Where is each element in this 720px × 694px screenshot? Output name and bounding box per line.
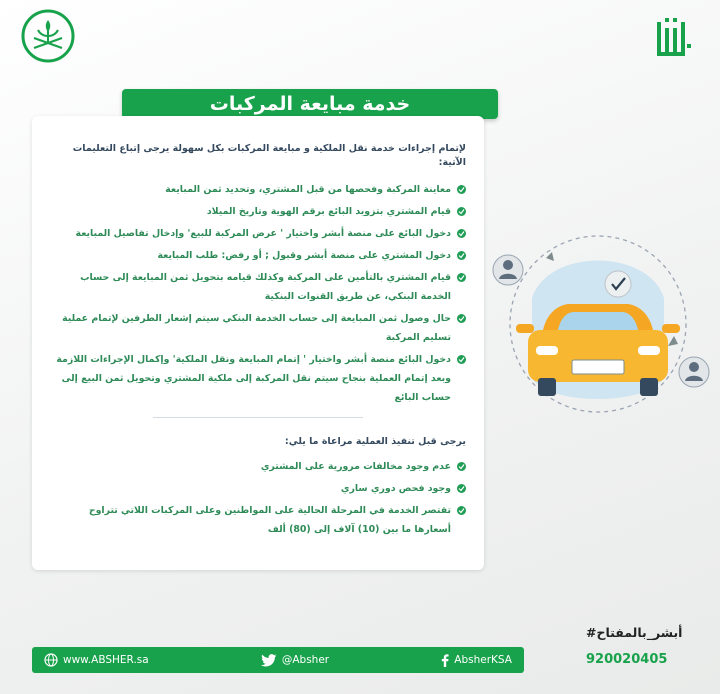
- note-text: تقتصر الخدمة في المرحلة الحالية على المواطنين وعلى المركبات اللاتي تتراوح أسعارها ما بين (10) آلاف إلى (80) ألف: [88, 505, 451, 535]
- cycle-arrow-icon: [668, 336, 678, 346]
- note-text: وجود فحص دوري ساري: [340, 483, 451, 494]
- website-text: www.ABSHER.sa: [63, 654, 149, 666]
- steps-list: [50, 180, 466, 407]
- check-bullet-icon: [457, 484, 466, 493]
- pre-note-text: يرجى قبل تنفيذ العملية مراعاة ما يلي:: [284, 436, 466, 447]
- check-bullet-icon: [457, 314, 466, 323]
- check-bullet-icon: [457, 207, 466, 216]
- check-bullet-icon: [457, 185, 466, 194]
- twitter-link[interactable]: [261, 654, 329, 667]
- note-text: عدم وجود مخالفات مرورية على المشتري: [260, 461, 451, 472]
- step-text: حال وصول ثمن المبايعة إلى حساب الخدمة البنكي سيتم إشعار الطرفين لإتمام عملية تسليم المركبة: [62, 313, 451, 343]
- check-bullet-icon: [457, 355, 466, 364]
- step-text: معاينة المركبة وفحصها من قبل المشتري، وتحديد ثمن المبايعة: [165, 184, 451, 195]
- step-text: دخول المشتري على منصة أبشر وقبول ; أو رفض: طلب المبايعة: [157, 250, 451, 261]
- list-item: [50, 180, 466, 199]
- check-bullet-icon: [457, 273, 466, 282]
- hashtag-text: #أبشر_بالمفتاح: [586, 625, 683, 640]
- absher-logo-icon: [655, 14, 695, 62]
- saudi-emblem-icon: [20, 8, 76, 64]
- twitter-icon: [261, 654, 277, 667]
- notes-list: [50, 457, 466, 539]
- list-item: [50, 246, 466, 265]
- globe-icon: [44, 653, 58, 667]
- facebook-handle: AbsherKSA: [454, 654, 512, 666]
- cycle-arrow-icon: [546, 252, 554, 261]
- instruction-card: [32, 116, 484, 570]
- website-link[interactable]: [44, 653, 149, 667]
- check-bullet-icon: [457, 462, 466, 471]
- list-item: [50, 268, 466, 306]
- car-transfer-illustration: [488, 228, 714, 420]
- list-item: [50, 479, 466, 498]
- list-item: [50, 501, 466, 539]
- step-text: قيام المشتري بالتأمين على المركبة وكذلك قيامه بتحويل ثمن المبايعة إلى حساب الخدمة البنكي، عن طريق القنوات البنكية: [80, 272, 451, 302]
- check-bullet-icon: [457, 229, 466, 238]
- phone-number: 920020405: [586, 652, 668, 667]
- seller-user-icon: [493, 255, 523, 285]
- list-item: [50, 350, 466, 407]
- list-item: [50, 224, 466, 243]
- step-text: دخول البائع منصة أبشر واختيار ' إتمام المبايعة ونقل الملكية' وإكمال الإجراءات اللازمة وبعد إتمام العملية بنجاح سيتم نقل المركبة إلى ملكية المشتري وتحويل ثمن البيع إلى حساب البائع: [56, 354, 451, 403]
- step-text: قيام المشتري بتزويد البائع برقم الهوية وتاريخ الميلاد: [206, 206, 451, 217]
- page-title: خدمة مبايعة المركبات: [122, 89, 498, 119]
- list-item: [50, 457, 466, 476]
- step-text: دخول البائع على منصة أبشر واختيار ' عرض المركبة للبيع' وإدخال تفاصيل المبايعة: [75, 228, 451, 239]
- check-bullet-icon: [457, 251, 466, 260]
- twitter-handle: @Absher: [281, 654, 330, 666]
- buyer-user-icon: [679, 357, 709, 387]
- footer-bar: [32, 647, 524, 673]
- check-bullet-icon: [457, 506, 466, 515]
- intro-text: لإتمام إجراءات خدمة نقل الملكية و مبايعة المركبات بكل سهولة يرجى إتباع التعليمات الآتية:: [72, 143, 466, 168]
- facebook-icon: [441, 654, 449, 667]
- list-item: [50, 202, 466, 221]
- facebook-link[interactable]: [441, 654, 512, 667]
- checkmark-badge-icon: [605, 271, 631, 297]
- section-divider: [153, 417, 363, 418]
- list-item: [50, 309, 466, 347]
